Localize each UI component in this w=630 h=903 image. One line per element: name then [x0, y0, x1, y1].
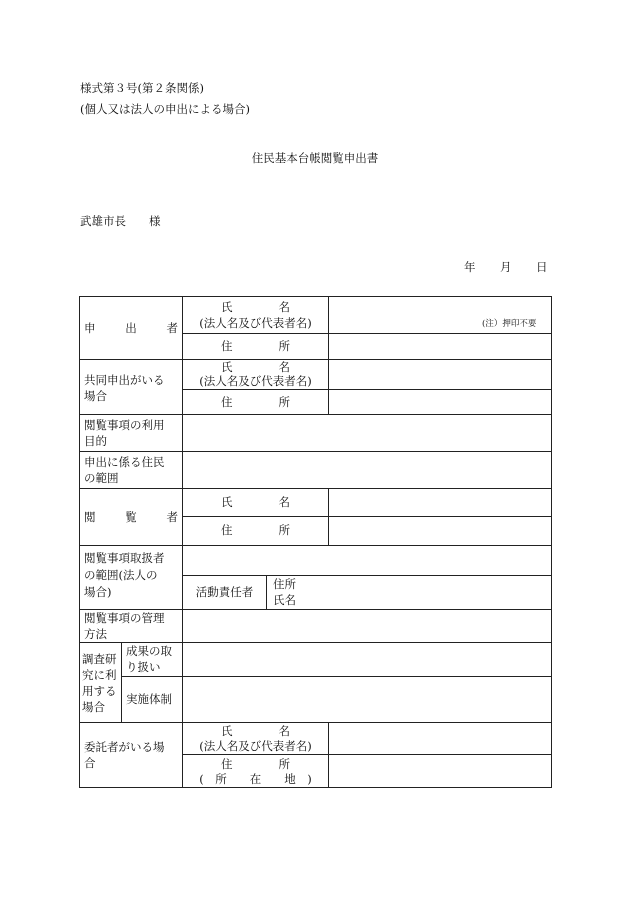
handlers-field[interactable] [183, 546, 551, 575]
manager-name-label: 氏名 [273, 593, 296, 607]
manager-field[interactable] [300, 576, 551, 609]
form-subtitle: (個人又は法人の申出による場合) [80, 102, 250, 116]
management-label: 閲覧事項の管理 [84, 611, 165, 625]
viewer-name-label: 氏 名 [221, 495, 290, 509]
co-applicant-address-field[interactable] [329, 390, 551, 414]
applicant-name-field[interactable] [329, 297, 551, 333]
addressee: 武雄市長 様 [80, 214, 161, 228]
research-label: 調査研 [82, 652, 117, 666]
activity-manager-label: 活動責任者 [195, 585, 254, 599]
applicant-label: 申 出 者 [84, 321, 178, 335]
date-month: 月 [500, 260, 512, 274]
consignor-name-field[interactable] [329, 723, 551, 754]
manager-address-label: 住所 [273, 577, 296, 591]
viewer-address-field[interactable] [329, 517, 551, 545]
purpose-field[interactable] [183, 415, 551, 451]
viewer-label: 閲 覧 者 [84, 510, 178, 524]
management-label-2: 方法 [84, 627, 107, 641]
viewer-name-field[interactable] [329, 489, 551, 516]
co-applicant-label-2: 場合 [84, 389, 107, 403]
handlers-label-2: の範囲(法人の [84, 568, 158, 582]
implementation-structure-field[interactable] [183, 677, 551, 722]
consignor-name-sublabel: (法人名及び代表者名) [199, 739, 312, 753]
co-applicant-name-sublabel: (法人名及び代表者名) [199, 374, 312, 388]
document-title: 住民基本台帳閲覧申出書 [251, 151, 379, 165]
applicant-name-label: 氏 名 [221, 300, 290, 314]
consignor-address-field[interactable] [329, 755, 551, 787]
co-applicant-name-label: 氏 名 [221, 360, 290, 374]
scope-label-2: の範囲 [84, 471, 119, 485]
results-handling-label: 成果の取 [126, 644, 172, 658]
scope-field[interactable] [183, 452, 551, 488]
co-applicant-name-field[interactable] [329, 360, 551, 389]
management-field[interactable] [183, 610, 551, 642]
date-day: 日 [536, 260, 548, 274]
applicant-address-label: 住 所 [221, 339, 290, 353]
co-applicant-label: 共同申出がいる [84, 373, 165, 387]
date-year: 年 [464, 260, 476, 274]
research-label-4: 場合 [82, 700, 105, 714]
consignor-address-label: 住 所 [221, 757, 290, 771]
implementation-structure-label: 実施体制 [126, 692, 172, 706]
handlers-label: 閲覧事項取扱者 [84, 551, 165, 565]
research-label-3: 用する [82, 684, 117, 698]
results-handling-field[interactable] [183, 643, 551, 676]
purpose-label: 閲覧事項の利用 [84, 418, 165, 432]
consignor-location-label: ( 所 在 地 ) [199, 772, 312, 786]
applicant-address-field[interactable] [329, 334, 551, 359]
seal-not-required-note: (注）押印不要 [482, 319, 537, 329]
scope-label: 申出に係る住民 [84, 455, 165, 469]
applicant-name-sublabel: (法人名及び代表者名) [199, 316, 312, 330]
viewer-address-label: 住 所 [221, 523, 290, 537]
results-handling-label-2: り扱い [126, 660, 161, 674]
consignor-label-2: 合 [84, 756, 96, 770]
form-number: 様式第３号(第２条関係) [80, 81, 204, 95]
consignor-label: 委託者がいる場 [84, 740, 165, 754]
co-applicant-address-label: 住 所 [221, 395, 290, 409]
research-label-2: 究に利 [82, 668, 117, 682]
consignor-name-label: 氏 名 [221, 724, 290, 738]
purpose-label-2: 目的 [84, 434, 107, 448]
handlers-label-3: 場合) [84, 585, 112, 599]
